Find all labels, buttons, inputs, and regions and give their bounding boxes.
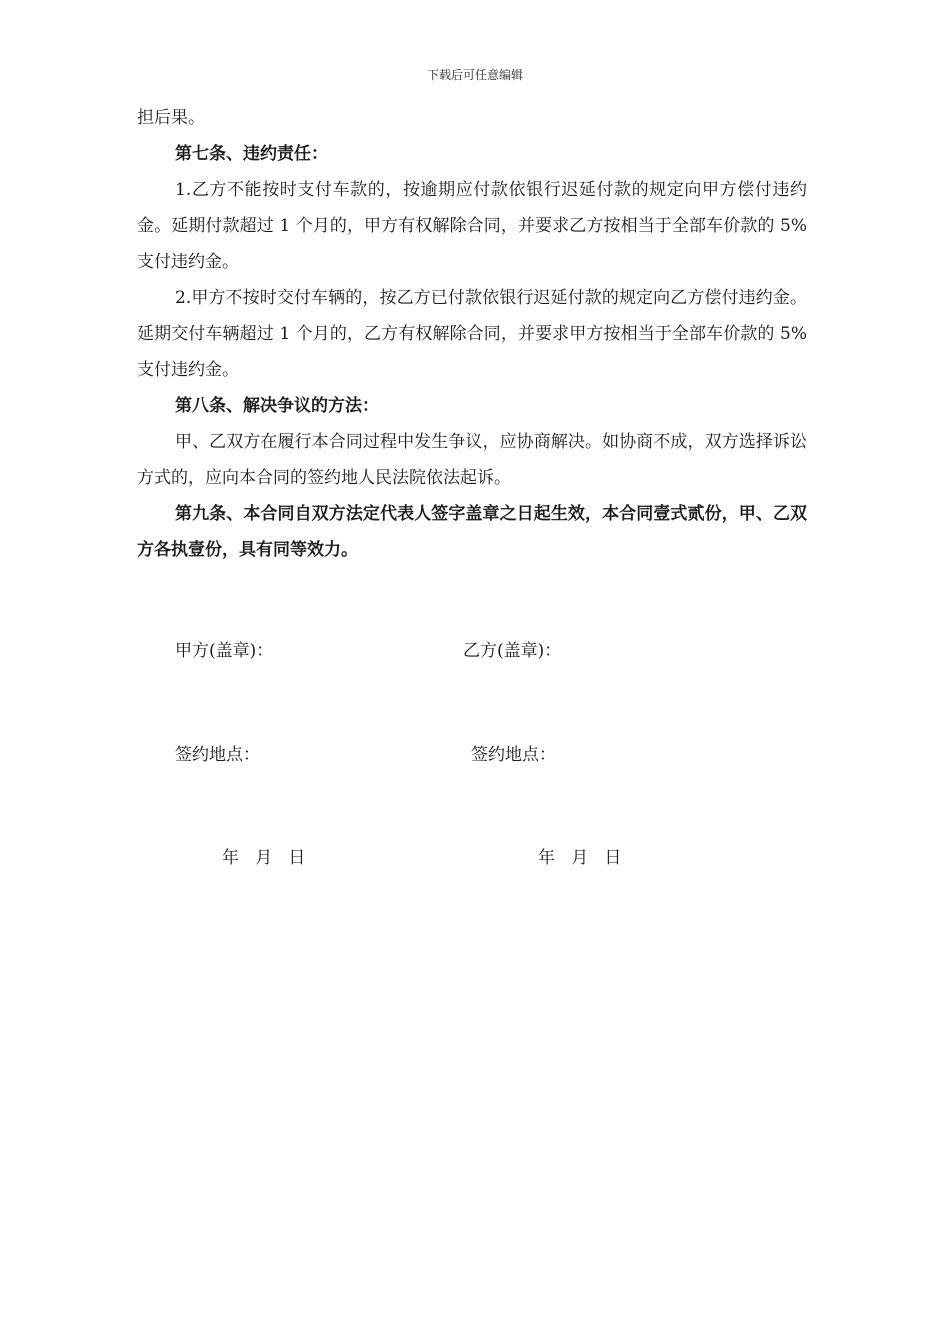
article-7-item-1: 1.乙方不能按时支付车款的，按逾期应付款依银行迟延付款的规定向甲方偿付违约金。延期付款超过 1 个月的，甲方有权解除合同，并要求乙方按相当于全部车价款的 5%支付违约金。 <box>137 180 807 272</box>
article-8-title: 第八条、解决争议的方法： <box>175 396 379 416</box>
article-7-title: 第七条、违约责任： <box>175 144 328 164</box>
party-b-date-label: 年 月 日 <box>538 848 622 868</box>
article-7-item-2: 2.甲方不按时交付车辆的，按乙方已付款依银行迟延付款的规定向乙方偿付违约金。延期交付车辆超过 1 个月的，乙方有权解除合同，并要求甲方按相当于全部车价款的 5%支付违约金。 <box>137 288 807 380</box>
continued-paragraph: 担后果。 <box>137 108 205 128</box>
article-8-text: 甲、乙双方在履行本合同过程中发生争议，应协商解决。如协商不成，双方选择诉讼方式的，应向本合同的签约地人民法院依法起诉。 <box>137 432 807 488</box>
party-a-seal-label: 甲方(盖章)： <box>175 641 274 661</box>
party-a-date-label: 年 月 日 <box>222 848 306 868</box>
party-b-seal-label: 乙方(盖章)： <box>463 641 562 661</box>
party-b-place-label: 签约地点： <box>471 745 556 765</box>
party-a-place-label: 签约地点： <box>175 745 260 765</box>
article-9-text: 第九条、本合同自双方法定代表人签字盖章之日起生效，本合同壹式贰份，甲、乙双方各执壹份，具有同等效力。 <box>137 504 807 560</box>
page-header-note: 下载后可任意编辑 <box>426 68 523 82</box>
contract-body <box>137 100 807 568</box>
